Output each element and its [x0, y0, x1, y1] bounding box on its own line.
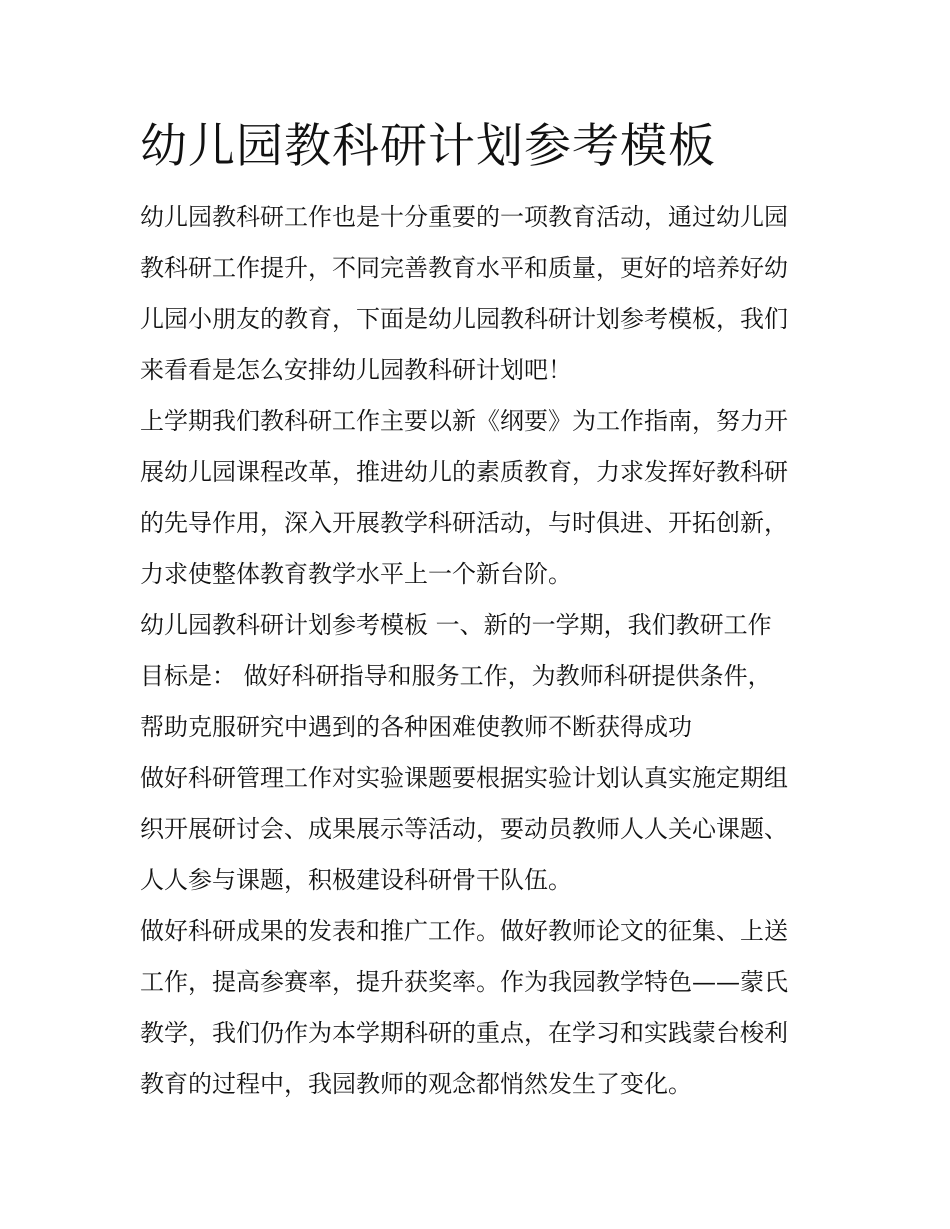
paragraph-goals — [140, 600, 820, 753]
text-line: 的先导作用，深入开展教学科研活动，与时俱进、开拓创新， — [140, 509, 788, 537]
text-line: 工作，提高参赛率，提升获奖率。作为我园教学特色——蒙氏 — [140, 968, 788, 996]
text-line: 做好科研管理工作对实验课题要根据实验计划认真实施定期组 — [140, 764, 788, 792]
text-line: 织开展研讨会、成果展示等活动，要动员教师人人关心课题、 — [140, 815, 788, 843]
paragraph-last-semester — [140, 396, 820, 600]
text-line: 教科研工作提升，不同完善教育水平和质量，更好的培养好幼 — [140, 254, 788, 282]
text-line: 教学，我们仍作为本学期科研的重点，在学习和实践蒙台梭利 — [140, 1019, 788, 1047]
text-line: 教育的过程中，我园教师的观念都悄然发生了变化。 — [140, 1070, 692, 1098]
text-line: 幼儿园教科研计划参考模板 一、新的一学期，我们教研工作 — [140, 611, 772, 639]
text-line: 来看看是怎么安排幼儿园教科研计划吧！ — [140, 356, 572, 384]
text-line: 做好科研成果的发表和推广工作。做好教师论文的征集、上送 — [140, 917, 788, 945]
text-line: 帮助克服研究中遇到的各种困难使教师不断获得成功 — [140, 713, 692, 741]
text-line: 力求使整体教育教学水平上一个新台阶。 — [140, 560, 572, 588]
text-line: 展幼儿园课程改革，推进幼儿的素质教育，力求发挥好教科研 — [140, 458, 788, 486]
text-line: 儿园小朋友的教育，下面是幼儿园教科研计划参考模板，我们 — [140, 305, 788, 333]
document-title: 幼儿园教科研计划参考模板 — [140, 119, 716, 174]
text-line: 目标是： 做好科研指导和服务工作，为教师科研提供条件， — [140, 662, 772, 690]
paragraph-management — [140, 753, 820, 906]
text-line: 上学期我们教科研工作主要以新《纲要》为工作指南，努力开 — [140, 407, 788, 435]
paragraph-intro — [140, 192, 820, 396]
document-page — [140, 112, 820, 1110]
paragraph-results — [140, 906, 820, 1110]
text-line: 人人参与课题，积极建设科研骨干队伍。 — [140, 866, 572, 894]
text-line: 幼儿园教科研工作也是十分重要的一项教育活动，通过幼儿园 — [140, 203, 788, 231]
